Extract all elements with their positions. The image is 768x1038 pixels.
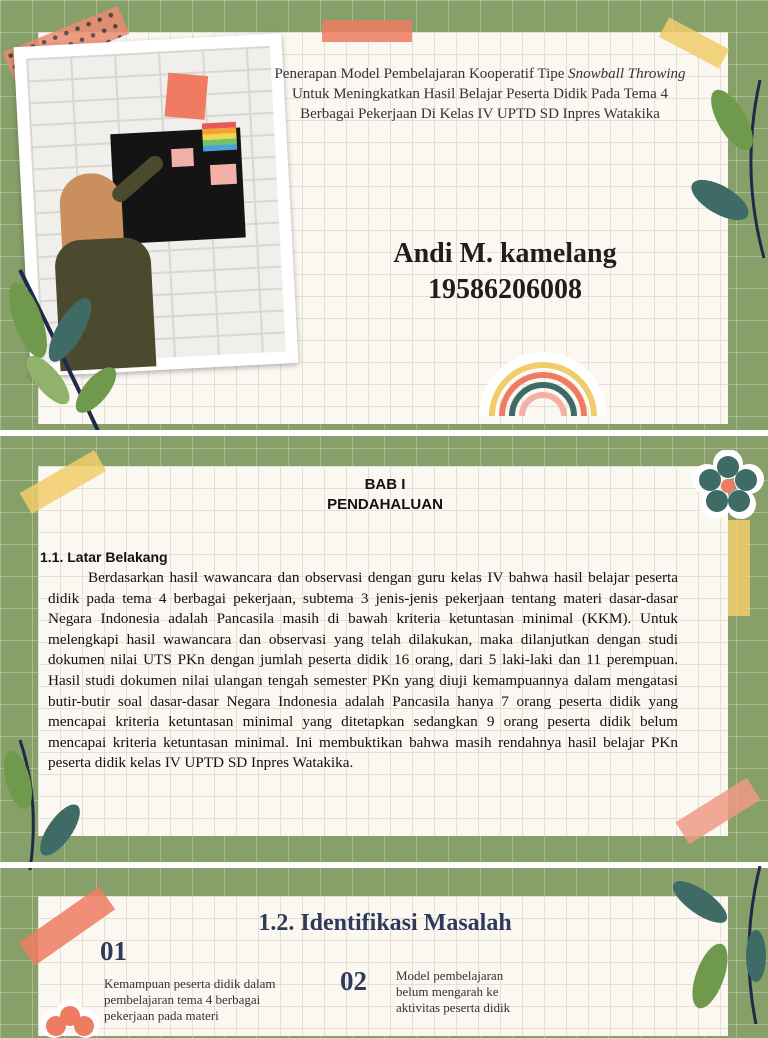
sticky-note-image <box>210 164 237 185</box>
title-text-part: Untuk Meningkatkan Hasil Belajar Peserta Didik Pada Tema 4 Berbagai Pekerjaan Di Kelas IV UPTD SD Inpres Watakika <box>291 86 669 122</box>
chapter-title: PENDAHALUAN <box>327 496 443 513</box>
item-description: Model pembelajaran belum mengarah ke aktivitas peserta didik <box>396 968 511 1015</box>
author-name: Andi M. kamelang <box>393 238 617 269</box>
leaf-branch-icon <box>660 866 768 1024</box>
chapter-label: BAB I <box>364 476 406 493</box>
item-description: Kemampuan peserta didik dalam pembelajaran tema 4 berbagai pekerjaan pada materi <box>104 976 276 1023</box>
background-paragraph: Berdasarkan hasil wawancara dan observasi dengan guru kelas IV bahwa hasil belajar peserta didik pada tema 4 berbagai pekerjaan, subtema 3 jenis-jenis pekerjaan tentang materi dasar-dasar Negara Indonesia adalah Pancasila masih di bawah kriteria ketuntasan minimal (KKM). Untuk melengkapi hasil wawancara dan observasi yang telah dilakukan, maka dilanjutkan dengan studi dokumen nilai UTS PKn dengan jumlah peserta didik 16 orang, dari 5 laki-laki dan 11 perempuan. Hasil studi dokumen nilai ulangan tengah semester PKn yang diuji kemampuannya dalam mengatasi butir-butir soal dasar-dasar Negara Indonesia adalah Pancasila hanya 7 orang peserta didik yang mencapai kriteria ketuntasan minimal yang ditetapkan sedangkan 9 orang peserta didik belum mencapai kriteria ketuntasan minimal. Ini membuktikan bahwa masih rendahnya hasil belajar PKn peserta didik kelas IV UPTD SD Inpres Watakika. <box>48 569 678 772</box>
coral-tape <box>322 20 412 42</box>
sticky-note-image <box>165 73 209 120</box>
rainbow-sticker <box>478 340 608 420</box>
author-id: 19586206008 <box>428 274 582 305</box>
leaf-branch-icon <box>0 250 120 440</box>
rainbow-chart-image <box>202 122 237 152</box>
flower-icon <box>40 998 100 1038</box>
leaf-branch-icon <box>680 80 768 260</box>
sticky-note-image <box>171 148 194 167</box>
slide-divider <box>0 430 768 436</box>
section-heading: 1.2. Identifikasi Masalah <box>258 910 512 936</box>
item-number: 02 <box>340 966 367 996</box>
title-italic-part: Snowball Throwing <box>568 66 686 82</box>
yellow-tape <box>728 520 750 616</box>
item-number: 01 <box>100 936 127 966</box>
section-heading: 1.1. Latar Belakang <box>40 549 168 565</box>
author-block <box>330 236 680 308</box>
slide-divider <box>0 862 768 868</box>
title-text-part: Penerapan Model Pembelajaran Kooperatif Tipe <box>274 66 569 82</box>
presentation-title <box>270 64 690 124</box>
